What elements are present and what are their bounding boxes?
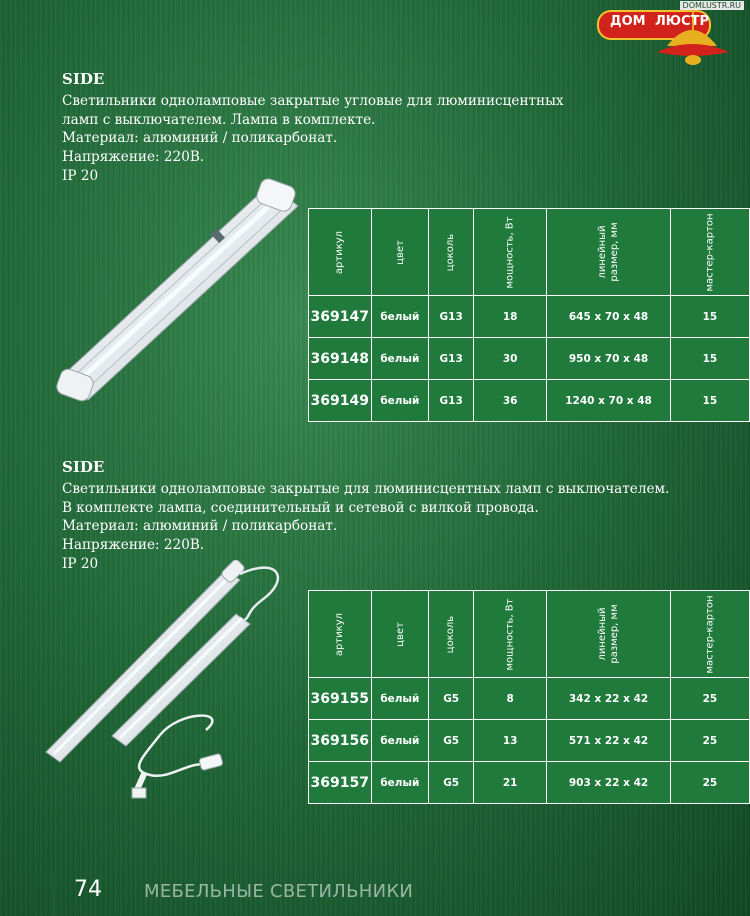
col-base: цоколь [429,591,474,678]
section-1 [62,70,564,186]
cell-color: белый [371,338,429,380]
logo-word-2: ЛЮСТР [655,14,709,29]
col-article: артикул [309,591,372,678]
col-size: линейный размер, мм [547,209,671,296]
section-1-description [62,92,564,186]
table-header-row [309,591,750,678]
cell-color: белый [371,380,429,422]
col-power: мощность, Вт [474,209,547,296]
table-row [309,678,750,720]
cell-carton: 25 [670,762,749,804]
col-size: линейный размер, мм [547,591,671,678]
cell-power: 18 [474,296,547,338]
desc-line: Напряжение: 220В. [62,537,205,554]
section-1-title: SIDE [62,70,105,88]
slim-fluorescent-lamps-image [40,560,300,800]
desc-line: Напряжение: 220В. [62,149,205,166]
col-base: цоколь [429,209,474,296]
cell-color: белый [371,296,429,338]
desc-line: В комплекте лампа, соединительный и сетевой с вилкой провода. [62,499,539,516]
logo-site: DOMLUSTR.RU [680,1,744,10]
table-row [309,762,750,804]
section-2 [62,458,669,574]
col-color: цвет [371,591,429,678]
cell-power: 13 [474,720,547,762]
cell-article: 369147 [309,296,372,338]
section-2-title: SIDE [62,458,105,476]
cell-base: G13 [429,338,474,380]
cell-size: 571 x 22 x 42 [547,720,671,762]
cell-power: 36 [474,380,547,422]
col-article: артикул [309,209,372,296]
cell-article: 369148 [309,338,372,380]
cell-article: 369149 [309,380,372,422]
cell-base: G5 [429,762,474,804]
cell-base: G5 [429,678,474,720]
cell-article: 369156 [309,720,372,762]
cell-base: G5 [429,720,474,762]
page-number: 74 [74,877,102,902]
cell-color: белый [371,762,429,804]
cell-carton: 15 [670,380,749,422]
cell-power: 8 [474,678,547,720]
desc-line: IP 20 [62,167,99,184]
cell-carton: 15 [670,296,749,338]
cell-carton: 25 [670,678,749,720]
brand-logo [597,0,750,70]
logo-word-1: ДОМ [610,14,646,29]
desc-line: Светильники одноламповые закрытые угловые для люминисцентных [62,93,564,109]
col-color: цвет [371,209,429,296]
table-row [309,338,750,380]
desc-line: IP 20 [62,555,99,572]
table-row [309,720,750,762]
cell-size: 903 x 22 x 42 [547,762,671,804]
desc-line: ламп с выключателем. Лампа в комплекте. [62,111,376,128]
table-row [309,380,750,422]
footer-accent-bar [52,872,57,916]
cell-color: белый [371,720,429,762]
spec-table-2 [308,590,750,804]
cell-size: 1240 x 70 x 48 [547,380,671,422]
col-power: мощность, Вт [474,591,547,678]
desc-line: Материал: алюминий / поликарбонат. [62,130,338,147]
cell-base: G13 [429,380,474,422]
footer-title: МЕБЕЛЬНЫЕ СВЕТИЛЬНИКИ [144,881,414,902]
cell-carton: 15 [670,338,749,380]
cell-size: 645 x 70 x 48 [547,296,671,338]
cell-power: 21 [474,762,547,804]
cell-power: 30 [474,338,547,380]
table-header-row [309,209,750,296]
cell-color: белый [371,678,429,720]
cell-base: G13 [429,296,474,338]
cell-size: 342 x 22 x 42 [547,678,671,720]
cell-size: 950 x 70 x 48 [547,338,671,380]
table-row [309,296,750,338]
desc-line: Светильники одноламповые закрытые для люминисцентных ламп с выключателем. [62,481,670,497]
spec-table-1 [308,208,750,422]
col-carton: мастер-картон [670,209,749,296]
col-carton: мастер-картон [670,591,749,678]
cell-article: 369157 [309,762,372,804]
desc-line: Материал: алюминий / поликарбонат. [62,518,338,535]
cell-carton: 25 [670,720,749,762]
cell-article: 369155 [309,678,372,720]
corner-fluorescent-lamp-image [48,178,308,408]
